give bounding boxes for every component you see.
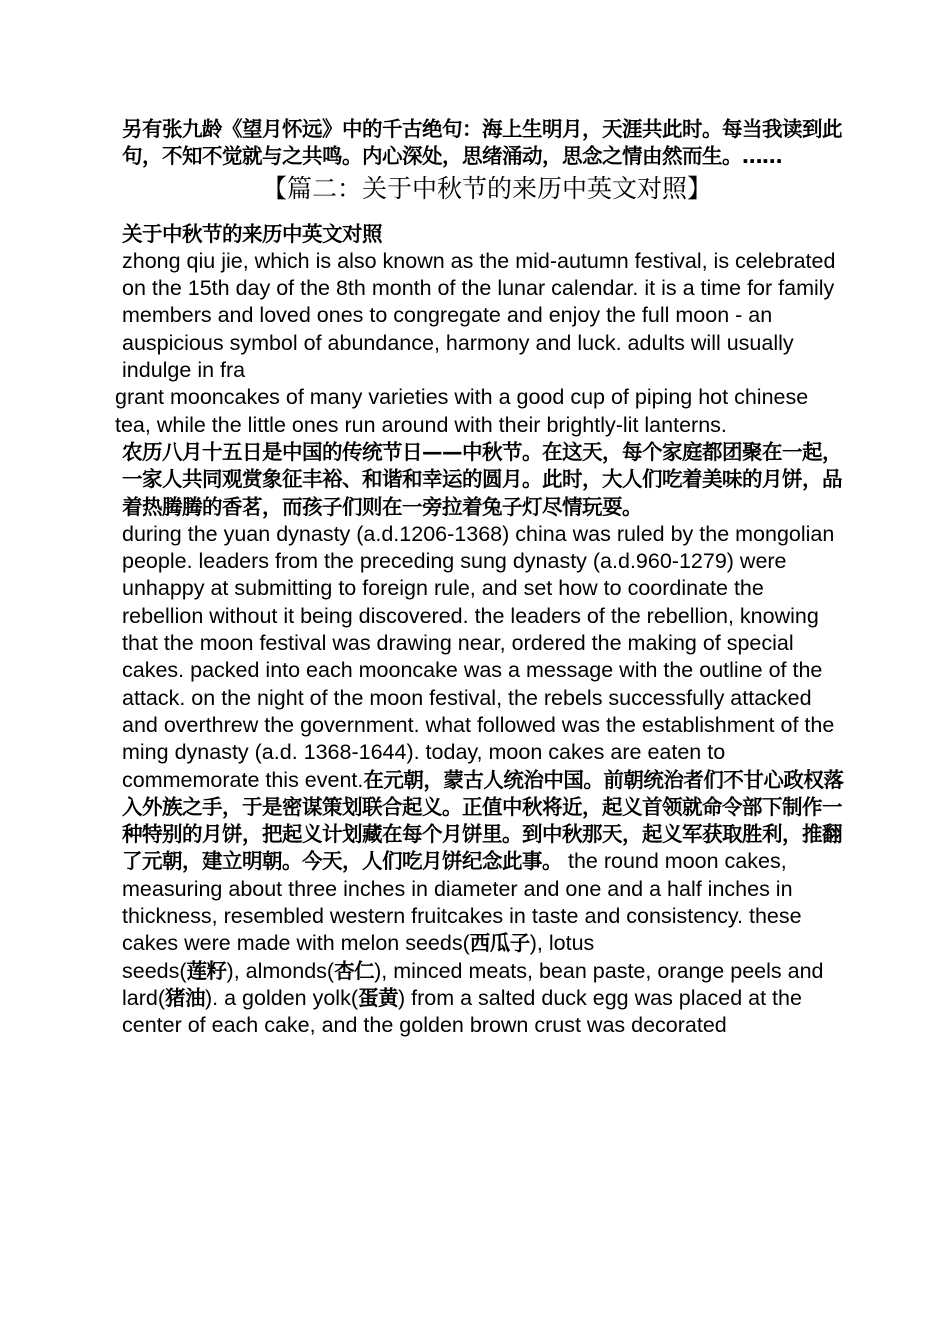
english-paragraph-4b: ), almonds( [226, 958, 335, 983]
english-paragraph-2: during the yuan dynasty (a.d.1206-1368) china was ruled by the mongolian people. leaders from the preceding sung dynasty (a.d.960-1279) were unhappy at submitting to foreign rule, and set how to coordinate the rebellion without it being discovered. the leaders of the rebellion, knowing that the moon festival was drawing near, ordered the making of special cakes. packed into each mooncake was a message with the outline of the attack. on the night of the moon festival, the rebels successfully attacked and overthrew the government. what followed was the establishment of the ming dynasty (a.d. 1368-1644). today, moon cakes are eaten to commemorate this event. [122, 521, 835, 792]
english-chinese-paragraph-2 [115, 521, 845, 958]
chapter-heading: 【篇二：关于中秋节的来历中英文对照】 [261, 173, 712, 203]
english-paragraph-4c: ), minced meats, bean paste, orange peels and lard( [122, 958, 824, 1010]
english-paragraph-4d: ). a golden yolk( [205, 985, 358, 1010]
term-almonds: 杏仁 [334, 958, 375, 983]
english-paragraph-5: center of each cake, and the golden brown crust was decorated [122, 1013, 727, 1038]
section-subheading: 关于中秋节的来历中英文对照 [122, 221, 382, 246]
chinese-paragraph-2: 在元朝，蒙古人统治中国。前朝统治者们不甘心政权落入外族之手，于是密谋策划联合起义。正值中秋将近，起义首领就命令部下制作一种特别的月饼，把起义计划藏在每个月饼里。到中秋那天，起义军获取胜利，推翻了元朝，建立明朝。今天，人们吃月饼纪念此事。 [122, 767, 844, 874]
intro-paragraph: 另有张九龄《望月怀远》中的千古绝句：海上生明月，天涯共此时。每当我读到此句，不知不觉就与之共鸣。内心深处，思绪涌动，思念之情由然而生。…… [122, 117, 842, 169]
term-melon-seeds: 西瓜子 [469, 931, 530, 956]
english-paragraph-1b: grant mooncakes of many varieties with a good cup of piping hot chinese tea, while the little ones run around with their brightly-lit lanterns. [115, 385, 809, 437]
document-page [115, 116, 845, 1040]
term-lotus-seeds: 莲籽 [186, 958, 227, 983]
term-lard: 猪油 [165, 985, 206, 1010]
chinese-paragraph-1: 农历八月十五日是中国的传统节日——中秋节。在这天，每个家庭都团聚在一起，一家人共同观赏象征丰裕、和谐和幸运的圆月。此时，大人们吃着美味的月饼，品着热腾腾的香茗，而孩子们则在一旁拉着兔子灯尽情玩耍。 [122, 439, 842, 519]
english-paragraph-4e: ) from a salted duck egg was placed at the [397, 985, 802, 1010]
english-paragraph-4 [115, 958, 845, 1013]
english-paragraph-3b: ), lotus [529, 931, 595, 956]
term-yolk: 蛋黄 [357, 985, 398, 1010]
english-paragraph-1a: zhong qiu jie, which is also known as the mid-autumn festival, is celebrated on the 15th day of the 8th month of the lunar calendar. it is a time for family members and loved ones to congregate and enjoy the full moon - an auspicious symbol of abundance, harmony and luck. adults will usually indulge in fra [122, 248, 836, 383]
english-paragraph-3a: the round moon cakes, measuring about three inches in diameter and one and a half inches in thickness, resembled western fruitcakes in taste and consistency. these cakes were made with melon seeds( [122, 849, 802, 956]
english-paragraph-4a: seeds( [122, 958, 187, 983]
